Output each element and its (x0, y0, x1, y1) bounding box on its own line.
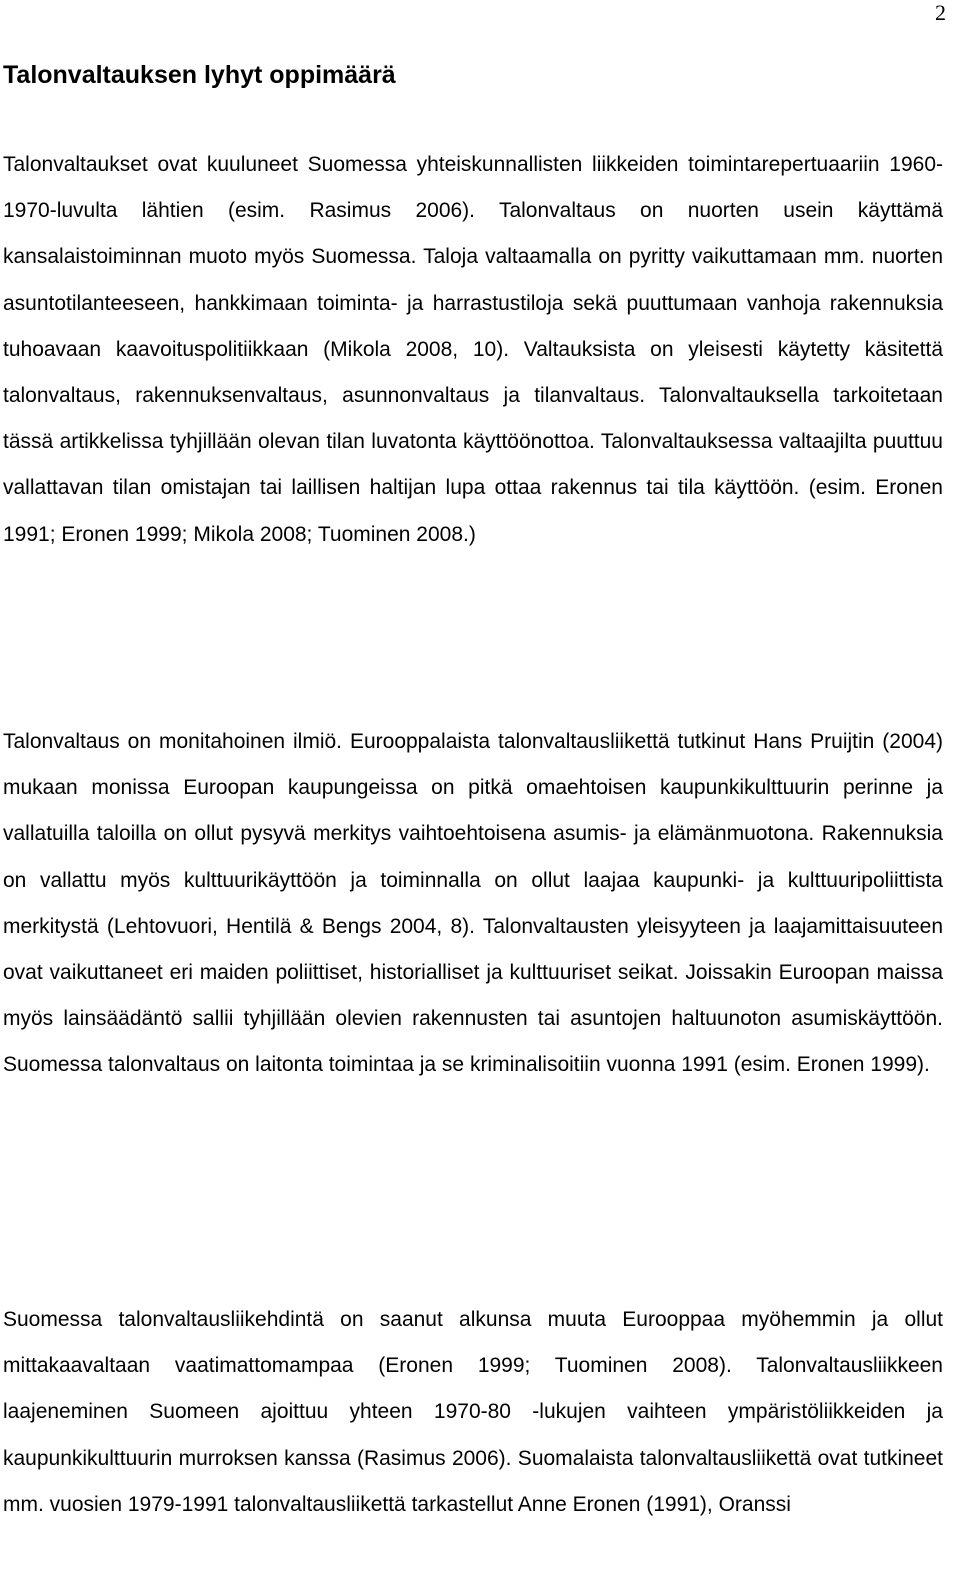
page-number: 2 (935, 0, 946, 25)
section-heading: Talonvaltauksen lyhyt oppimäärä (3, 61, 396, 89)
paragraph-2: Talonvaltaus on monitahoinen ilmiö. Eurooppalaista talonvaltausliikettä tutkinut Hans Pruijtin (2004) mukaan monissa Euroopan kaupungeissa on pitkä omaehtoisen kaupunkikulttuurin perinne ja vallatuilla taloilla on ollut pysyvä merkitys vaihtoehtoisena asumis- ja elämänmuotona. Rakennuksia on vallattu myös kulttuurikäyttöön ja toiminnalla on ollut laajaa kaupunki- ja kulttuuripoliittista merkitystä (Lehtovuori, Hentilä & Bengs 2004, 8). Talonvaltausten yleisyyteen ja laajamittaisuuteen ovat vaikuttaneet eri maiden poliittiset, historialliset ja kulttuuriset seikat. Joissakin Euroopan maissa myös lainsäädäntö sallii tyhjillään olevien rakennusten tai asuntojen haltuunoton asumiskäyttöön. Suomessa talonvaltaus on laitonta toimintaa ja se kriminalisoitiin vuonna 1991 (esim. Eronen 1999). (3, 730, 943, 1077)
paragraph-1: Talonvaltaukset ovat kuuluneet Suomessa yhteiskunnallisten liikkeiden toimintarepertuaariin 1960-1970-luvulta lähtien (esim. Rasimus 2006). Talonvaltaus on nuorten usein käyttämä kansalaistoiminnan muoto myös Suomessa. Taloja valtaamalla on pyritty vaikuttamaan mm. nuorten asuntotilanteeseen, hankkimaan toiminta- ja harrastustiloja sekä puuttumaan vanhoja rakennuksia tuhoavaan kaavoituspolitiikkaan (Mikola 2008, 10). Valtauksista on yleisesti käytetty käsitettä talonvaltaus, rakennuksenvaltaus, asunnonvaltaus ja tilanvaltaus. Talonvaltauksella tarkoitetaan tässä artikkelissa tyhjillään olevan tilan luvatonta käyttöönottoa. Talonvaltauksessa valtaajilta puuttuu vallattavan tilan omistajan tai laillisen haltijan lupa ottaa rakennus tai tila käyttöön. (esim. Eronen 1991; Eronen 1999; Mikola 2008; Tuominen 2008.) (3, 153, 943, 546)
paragraph-3: Suomessa talonvaltausliikehdintä on saanut alkunsa muuta Eurooppaa myöhemmin ja ollut mittakaavaltaan vaatimattomampaa (Eronen 1999; Tuominen 2008). Talonvaltausliikkeen laajeneminen Suomeen ajoittuu yhteen 1970-80 -lukujen vaihteen ympäristöliikkeiden ja kaupunkikulttuurin murroksen kanssa (Rasimus 2006). Suomalaista talonvaltausliikettä ovat tutkineet mm. vuosien 1979-1991 talonvaltausliikettä tarkastellut Anne Eronen (1991), Oranssi (3, 1308, 943, 1516)
